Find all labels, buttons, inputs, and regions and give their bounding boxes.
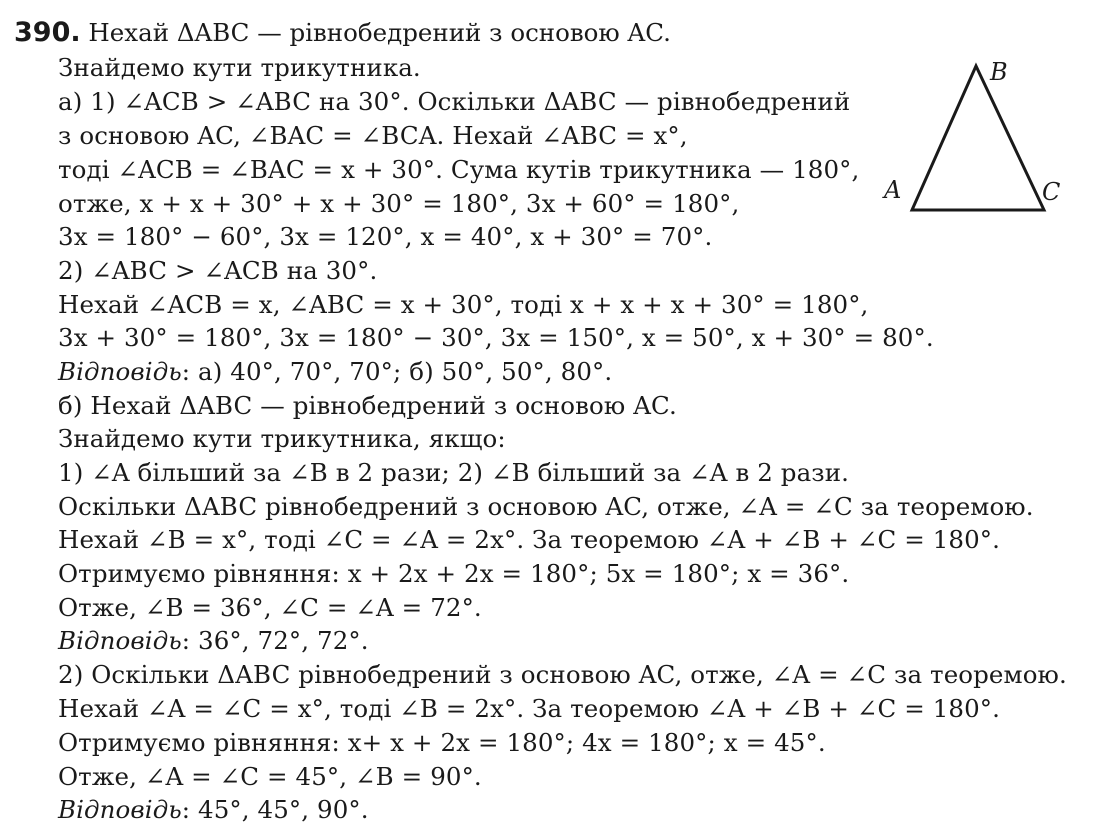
text-line: Знайдемо кути трикутника. bbox=[58, 53, 421, 82]
answer-label: Відповідь bbox=[58, 626, 182, 655]
problem-number: 390. bbox=[14, 17, 81, 48]
text-line: Нехай ∠B = x°, тоді ∠C = ∠A = 2x°. За теоремою ∠A + ∠B + ∠C = 180°. bbox=[58, 525, 1001, 554]
text-line: Нехай ∠A = ∠C = x°, тоді ∠B = 2x°. За теоремою ∠A + ∠B + ∠C = 180°. bbox=[58, 694, 1001, 723]
text-line: 3x + 30° = 180°, 3x = 180° − 30°, 3x = 150°, x = 50°, x + 30° = 80°. bbox=[58, 323, 934, 352]
text-line: тоді ∠ACB = ∠BAC = x + 30°. Сума кутів трикутника — 180°, bbox=[58, 155, 860, 184]
text-line: Отримуємо рівняння: x+ x + 2x = 180°; 4x = 180°; x = 45°. bbox=[58, 728, 826, 757]
text-line: б) Нехай ΔABC — рівнобедрений з основою AC. bbox=[58, 391, 677, 420]
problem-intro: Нехай ΔABC — рівнобедрений з основою AC. bbox=[88, 18, 671, 47]
answer-b2 bbox=[58, 793, 369, 827]
text-line: 2) ∠ABC > ∠ACB на 30°. bbox=[58, 256, 378, 285]
triangle-abc bbox=[912, 66, 1044, 210]
answer-label: Відповідь bbox=[58, 357, 182, 386]
vertex-label-b: B bbox=[990, 58, 1008, 86]
text-line: 3x = 180° − 60°, 3x = 120°, x = 40°, x + 30° = 70°. bbox=[58, 222, 713, 251]
answer-label: Відповідь bbox=[58, 795, 182, 824]
vertex-label-a: A bbox=[884, 176, 902, 204]
text-line: а) 1) ∠ACB > ∠ABC на 30°. Оскільки ΔABC — рівнобедрений bbox=[58, 87, 851, 116]
text-line: отже, x + x + 30° + x + 30° = 180°, 3x + 60° = 180°, bbox=[58, 189, 740, 218]
answer-text: : а) 40°, 70°, 70°; б) 50°, 50°, 80°. bbox=[181, 357, 613, 386]
problem-header bbox=[14, 16, 671, 50]
text-line: Нехай ∠ACB = x, ∠ABC = x + 30°, тоді x + x + x + 30° = 180°, bbox=[58, 290, 869, 319]
text-line: 2) Оскільки ΔABC рівнобедрений з основою AC, отже, ∠A = ∠C за теоремою. bbox=[58, 660, 1067, 689]
answer-text: : 45°, 45°, 90°. bbox=[181, 795, 369, 824]
answer-text: : 36°, 72°, 72°. bbox=[181, 626, 369, 655]
answer-b1 bbox=[58, 624, 369, 658]
triangle-figure bbox=[880, 58, 1080, 218]
answer-a bbox=[58, 355, 612, 389]
text-line: Отримуємо рівняння: x + 2x + 2x = 180°; 5x = 180°; x = 36°. bbox=[58, 559, 850, 588]
text-line: 1) ∠A більший за ∠B в 2 рази; 2) ∠B більший за ∠A в 2 рази. bbox=[58, 458, 850, 487]
text-line: з основою AC, ∠BAC = ∠BCA. Нехай ∠ABC = x°, bbox=[58, 121, 688, 150]
text-line: Знайдемо кути трикутника, якщо: bbox=[58, 424, 506, 453]
text-line: Отже, ∠A = ∠C = 45°, ∠B = 90°. bbox=[58, 762, 482, 791]
text-line: Оскільки ΔABC рівнобедрений з основою AC, отже, ∠A = ∠C за теоремою. bbox=[58, 492, 1034, 521]
text-line: Отже, ∠B = 36°, ∠C = ∠A = 72°. bbox=[58, 593, 482, 622]
vertex-label-c: C bbox=[1042, 178, 1061, 206]
